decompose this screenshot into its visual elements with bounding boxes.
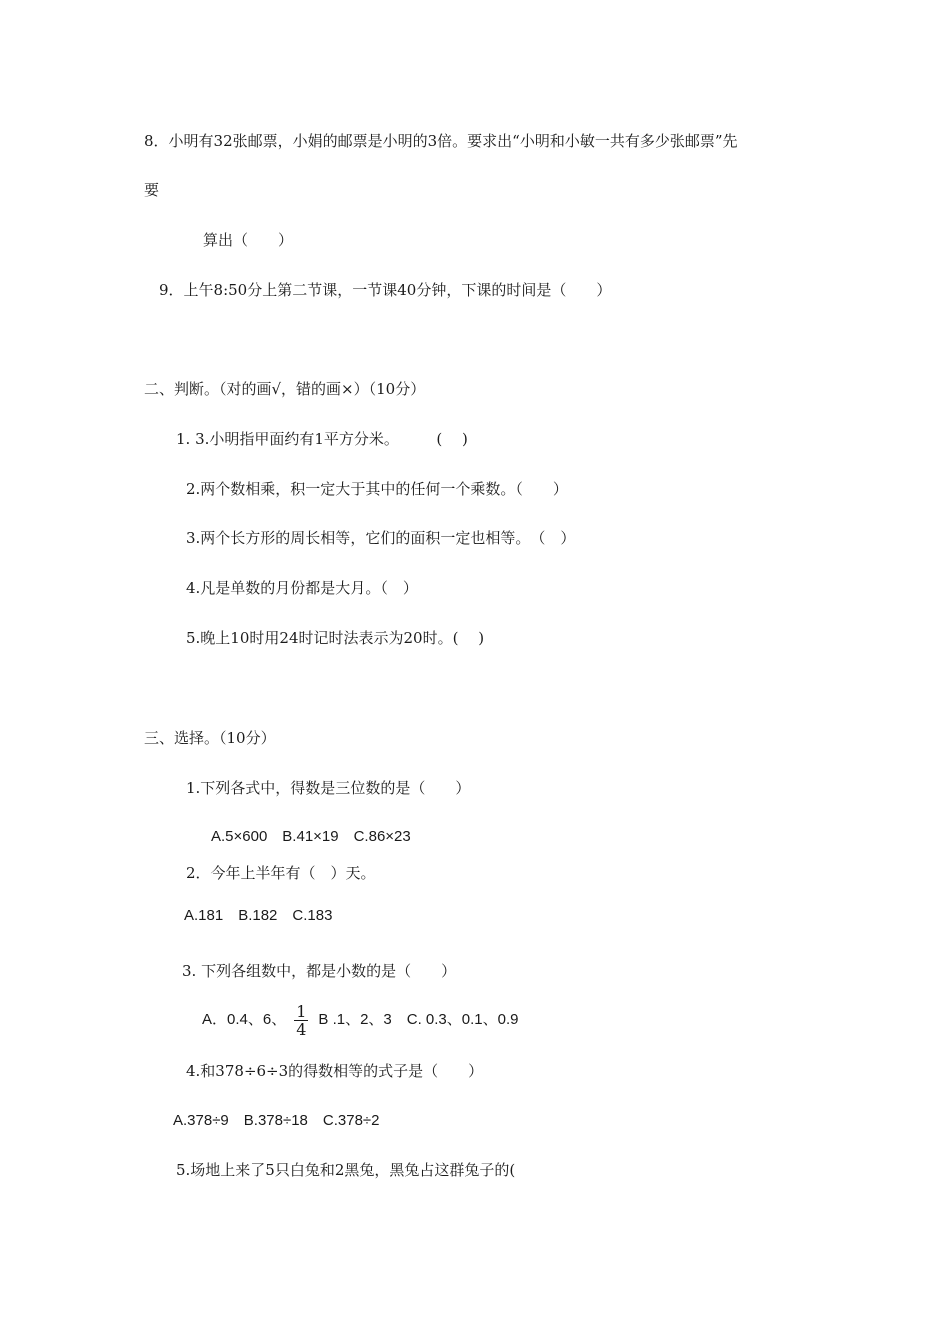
choice-q4: 4.和378÷6÷3的得数相等的式子是（ ）: [186, 1062, 484, 1080]
fraction-one-quarter: [294, 1003, 308, 1038]
q8-line2: 要: [144, 181, 160, 199]
choice-q2-options: A.181 B.182 C.183: [184, 907, 333, 924]
judge-item-3: 3.两个长方形的周长相等，它们的面积一定也相等。 （ ）: [186, 529, 576, 547]
option-rest: B .1、2、3 C. 0.3、0.1、0.9: [318, 1011, 519, 1028]
fraction-numerator: 1: [296, 1001, 307, 1021]
section3-heading: 三、选择。（10分）: [144, 729, 276, 747]
judge-item-5: 5.晚上10时用24时记时法表示为20时。( ): [186, 629, 485, 647]
choice-q5: 5.场地上来了5只白兔和2黑兔，黑兔占这群兔子的(: [176, 1161, 516, 1179]
q9-text: 9．上午8:50分上第二节课，一节课40分钟，下课的时间是（ ）: [159, 281, 612, 299]
judge-item-1: 1. 3.小明指甲面约有1平方分米。 ( ): [176, 430, 468, 448]
judge-item-2: 2.两个数相乘，积一定大于其中的任何一个乘数。（ ）: [186, 480, 568, 498]
choice-q2: 2．今年上半年有（ ）天。: [186, 864, 376, 882]
section2-heading: 二、判断。（对的画√，错的画×）（10分）: [144, 380, 426, 398]
choice-q1-options: A.5×600 B.41×19 C.86×23: [211, 828, 411, 845]
judge-item-4: 4.凡是单数的月份都是大月。（ ）: [186, 579, 418, 597]
option-a-prefix: A．0.4、6、: [202, 1011, 287, 1028]
choice-q4-options: A.378÷9 B.378÷18 C.378÷2: [173, 1112, 380, 1129]
choice-q1: 1.下列各式中，得数是三位数的是（ ）: [186, 779, 471, 797]
q8-line3: 算出（ ）: [203, 231, 294, 249]
fraction-denominator: 4: [296, 1019, 307, 1039]
q8-line1: 8．小明有32张邮票，小娟的邮票是小明的3倍。要求出“小明和小敏一共有多少张邮票”先: [144, 132, 738, 150]
choice-q3-options: [202, 1000, 518, 1040]
choice-q3: 3. 下列各组数中，都是小数的是（ ）: [182, 962, 457, 980]
